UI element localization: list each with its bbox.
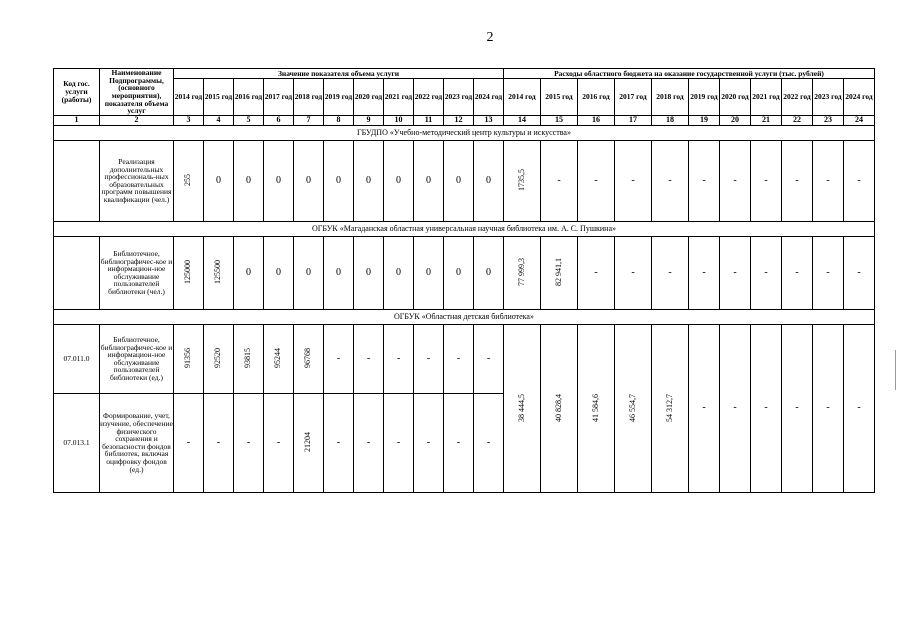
volume-value: - bbox=[174, 393, 204, 492]
expense-value: - bbox=[720, 236, 751, 309]
expense-value: - bbox=[813, 324, 844, 492]
section-title: ОГБУК «Областная детская библиотека» bbox=[54, 309, 875, 324]
expense-value: - bbox=[615, 236, 652, 309]
volume-value: 96768 bbox=[303, 348, 313, 369]
volume-value: - bbox=[384, 393, 414, 492]
service-code bbox=[54, 140, 100, 221]
volume-year-header: 2023 год bbox=[444, 79, 474, 116]
volume-value: - bbox=[444, 393, 474, 492]
column-number: 5 bbox=[234, 115, 264, 125]
volume-value: 0 bbox=[474, 236, 504, 309]
volume-year-header: 2015 год bbox=[204, 79, 234, 116]
page-number: 2 bbox=[486, 30, 494, 45]
volume-value: 0 bbox=[294, 236, 324, 309]
expense-value: - bbox=[578, 236, 615, 309]
expense-value: - bbox=[578, 140, 615, 221]
expense-year-header: 2022 год bbox=[782, 79, 813, 116]
column-number: 16 bbox=[578, 115, 615, 125]
volume-year-header: 2017 год bbox=[264, 79, 294, 116]
column-number: 4 bbox=[204, 115, 234, 125]
expense-year-header: 2023 год bbox=[813, 79, 844, 116]
volume-value: 93815 bbox=[243, 348, 253, 369]
volume-value: 0 bbox=[294, 140, 324, 221]
column-number: 8 bbox=[324, 115, 354, 125]
column-number: 9 bbox=[354, 115, 384, 125]
column-number: 19 bbox=[689, 115, 720, 125]
expense-value: - bbox=[652, 236, 689, 309]
volume-year-header: 2018 год bbox=[294, 79, 324, 116]
section-title: ГБУДПО «Учебно-методический центр культуры и искусства» bbox=[54, 125, 875, 140]
expense-year-header: 2014 год bbox=[504, 79, 541, 116]
expense-value: - bbox=[782, 236, 813, 309]
volume-value: 0 bbox=[444, 236, 474, 309]
column-number: 17 bbox=[615, 115, 652, 125]
code-column-header: Код гос. услуги (работы) bbox=[54, 69, 100, 116]
expense-value: - bbox=[615, 140, 652, 221]
volume-value: 0 bbox=[264, 236, 294, 309]
table-row bbox=[54, 324, 875, 393]
volume-value: 0 bbox=[414, 236, 444, 309]
expense-value: - bbox=[720, 140, 751, 221]
expense-value: - bbox=[782, 324, 813, 492]
volume-value: 0 bbox=[204, 140, 234, 221]
volume-value: - bbox=[234, 393, 264, 492]
volume-year-header: 2022 год bbox=[414, 79, 444, 116]
expense-value: - bbox=[652, 140, 689, 221]
volume-value: 91356 bbox=[183, 348, 193, 369]
volume-value: 0 bbox=[324, 140, 354, 221]
table-row bbox=[54, 236, 875, 309]
volume-value: 0 bbox=[474, 140, 504, 221]
column-number: 15 bbox=[541, 115, 578, 125]
expense-value: - bbox=[813, 236, 844, 309]
volume-value: 0 bbox=[264, 140, 294, 221]
volume-value: - bbox=[444, 324, 474, 393]
volume-value: 0 bbox=[384, 236, 414, 309]
volume-value: - bbox=[414, 324, 444, 393]
volume-year-header: 2014 год bbox=[174, 79, 204, 116]
volume-value: - bbox=[384, 324, 414, 393]
volume-value: 0 bbox=[384, 140, 414, 221]
expense-year-header: 2018 год bbox=[652, 79, 689, 116]
expense-value: - bbox=[844, 324, 875, 492]
volume-value: 0 bbox=[324, 236, 354, 309]
expense-value: - bbox=[813, 140, 844, 221]
service-code bbox=[54, 236, 100, 309]
column-number: 18 bbox=[652, 115, 689, 125]
column-number: 24 bbox=[844, 115, 875, 125]
indicator-name: Формирование, учет, изучение, обеспечение физического сохранения и безопасности фондов библиотек, включая оцифровку фондов (ед.) bbox=[100, 393, 174, 492]
expense-value: - bbox=[844, 236, 875, 309]
budget-table bbox=[53, 68, 875, 493]
column-number: 10 bbox=[384, 115, 414, 125]
volume-value: 125500 bbox=[213, 260, 223, 285]
expense-year-header: 2020 год bbox=[720, 79, 751, 116]
expense-year-header: 2024 год bbox=[844, 79, 875, 116]
column-number: 14 bbox=[504, 115, 541, 125]
expense-value: - bbox=[751, 236, 782, 309]
expense-value: - bbox=[751, 140, 782, 221]
volume-value: 0 bbox=[444, 140, 474, 221]
expense-value: 40 828,4 bbox=[553, 393, 563, 422]
column-number: 2 bbox=[100, 115, 174, 125]
volume-value: 21204 bbox=[303, 432, 313, 453]
expense-year-header: 2015 год bbox=[541, 79, 578, 116]
service-code: 07.013.1 bbox=[54, 393, 100, 492]
volume-value: 92520 bbox=[213, 348, 223, 369]
table-row bbox=[54, 140, 875, 221]
volume-value: 0 bbox=[414, 140, 444, 221]
volume-value: 0 bbox=[234, 236, 264, 309]
expense-year-header: 2019 год bbox=[689, 79, 720, 116]
volume-value: - bbox=[474, 393, 504, 492]
volume-value: - bbox=[324, 324, 354, 393]
expense-value: 41 584,6 bbox=[590, 393, 600, 422]
expense-group-header: Расходы областного бюджета на оказание государственной услуги (тыс. рублей) bbox=[504, 69, 875, 79]
name-column-header: Наименование Подпрограммы, (основного мероприятия), показателя объема услуг bbox=[100, 69, 174, 116]
expense-value: 1735,5 bbox=[516, 169, 526, 192]
scan-artifact bbox=[895, 350, 896, 390]
expense-value: - bbox=[541, 140, 578, 221]
volume-value: 0 bbox=[234, 140, 264, 221]
column-number: 23 bbox=[813, 115, 844, 125]
volume-value: 255 bbox=[183, 174, 193, 187]
volume-value: 0 bbox=[354, 140, 384, 221]
section-title: ОГБУК «Магаданская областная универсальная научная библиотека им. А. С. Пушкина» bbox=[54, 221, 875, 236]
indicator-name: Реализация дополнительных профессиональ-ных образовательных программ повышения квалификации (чел.) bbox=[100, 140, 174, 221]
volume-value: - bbox=[474, 324, 504, 393]
expense-value: 38 444,5 bbox=[516, 393, 526, 422]
volume-year-header: 2024 год bbox=[474, 79, 504, 116]
volume-value: - bbox=[204, 393, 234, 492]
volume-year-header: 2019 год bbox=[324, 79, 354, 116]
expense-value: - bbox=[720, 324, 751, 492]
volume-year-header: 2021 год bbox=[384, 79, 414, 116]
indicator-name: Библиотечное, библиографичес-кое и информацион-ное обслуживание пользователей библиотеки (чел.) bbox=[100, 236, 174, 309]
volume-year-header: 2020 год bbox=[354, 79, 384, 116]
expense-year-header: 2016 год bbox=[578, 79, 615, 116]
column-number: 20 bbox=[720, 115, 751, 125]
volume-value: - bbox=[264, 393, 294, 492]
expense-value: 46 554,7 bbox=[627, 393, 637, 422]
column-number: 1 bbox=[54, 115, 100, 125]
expense-value: 82 941,1 bbox=[553, 258, 563, 287]
volume-value: 95244 bbox=[273, 348, 283, 369]
expense-value: - bbox=[751, 324, 782, 492]
expense-value: - bbox=[689, 140, 720, 221]
expense-value: - bbox=[689, 324, 720, 492]
expense-value: 77 999,3 bbox=[516, 258, 526, 287]
column-number: 7 bbox=[294, 115, 324, 125]
volume-value: - bbox=[324, 393, 354, 492]
column-number: 21 bbox=[751, 115, 782, 125]
expense-value: 54 312,7 bbox=[664, 393, 674, 422]
indicator-name: Библиотечное, библиографичес-кое и информацион-ное обслуживание пользователей библиотеки (ед.) bbox=[100, 324, 174, 393]
expense-year-header: 2017 год bbox=[615, 79, 652, 116]
expense-value: - bbox=[782, 140, 813, 221]
column-number: 22 bbox=[782, 115, 813, 125]
service-code: 07.011.0 bbox=[54, 324, 100, 393]
expense-year-header: 2021 год bbox=[751, 79, 782, 116]
column-number: 3 bbox=[174, 115, 204, 125]
expense-value: - bbox=[689, 236, 720, 309]
column-number: 11 bbox=[414, 115, 444, 125]
volume-value: - bbox=[354, 393, 384, 492]
volume-value: - bbox=[414, 393, 444, 492]
volume-group-header: Значение показателя объема услуги bbox=[174, 69, 504, 79]
column-number: 6 bbox=[264, 115, 294, 125]
column-number: 12 bbox=[444, 115, 474, 125]
volume-year-header: 2016 год bbox=[234, 79, 264, 116]
volume-value: - bbox=[354, 324, 384, 393]
expense-value: - bbox=[844, 140, 875, 221]
volume-value: 125000 bbox=[183, 260, 193, 285]
volume-value: 0 bbox=[354, 236, 384, 309]
column-number: 13 bbox=[474, 115, 504, 125]
